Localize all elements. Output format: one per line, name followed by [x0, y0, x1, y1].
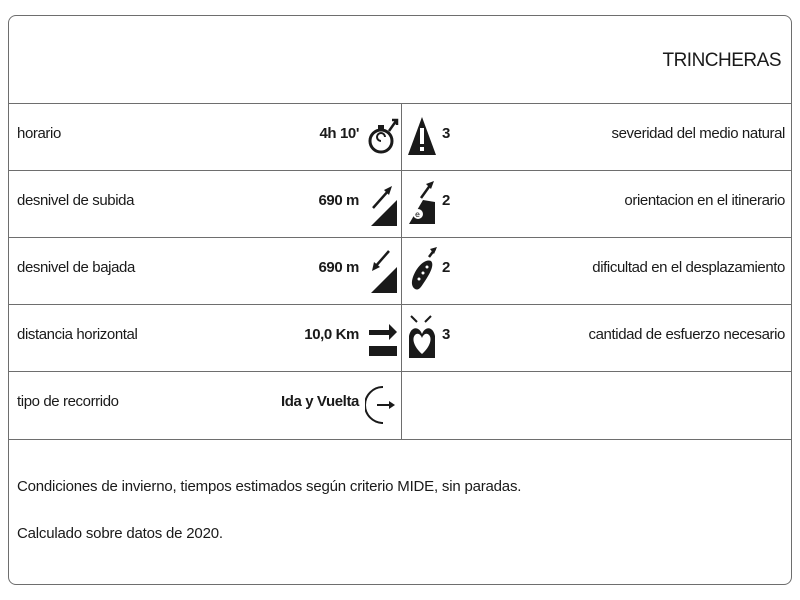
row-value: Ida y Vuelta: [280, 393, 359, 410]
rating-value: 2: [442, 192, 451, 209]
rating-value: 2: [442, 259, 451, 276]
row-label: horario: [17, 125, 61, 142]
row-label: desnivel de bajada: [17, 259, 135, 276]
svg-text:e: e: [415, 210, 420, 219]
row-horario: [9, 103, 791, 170]
row-value: 690 m: [318, 192, 359, 209]
row-value: 4h 10': [319, 125, 359, 142]
return-route-icon: [365, 379, 399, 429]
rating-label: orientacion en el itinerario: [624, 192, 785, 209]
row-desnivel-subida: [9, 170, 791, 237]
rating-label: severidad del medio natural: [611, 125, 785, 142]
rating-value: 3: [442, 326, 451, 343]
divider: [9, 439, 791, 440]
stopwatch-icon: [365, 111, 399, 161]
row-distancia: [9, 304, 791, 371]
row-value: 690 m: [318, 259, 359, 276]
descent-icon: [365, 245, 399, 295]
effort-heart-icon: [405, 312, 439, 362]
orientation-icon: [405, 178, 439, 228]
rating-value: 3: [442, 125, 451, 142]
distance-icon: [365, 312, 399, 362]
warning-triangle-icon: [405, 111, 439, 161]
row-label: desnivel de subida: [17, 192, 135, 209]
row-label: tipo de recorrido: [17, 393, 119, 410]
row-tipo-recorrido: [9, 371, 791, 438]
row-desnivel-bajada: [9, 237, 791, 304]
notes-section: [17, 478, 521, 572]
footprint-icon: [405, 245, 439, 295]
mide-info-card: [8, 15, 792, 585]
note-calculation: Calculado sobre datos de 2020.: [17, 525, 223, 542]
rating-label: dificultad en el desplazamiento: [592, 259, 785, 276]
route-title: TRINCHERAS: [662, 50, 781, 71]
row-value: 10,0 Km: [304, 326, 359, 343]
ascent-icon: [365, 178, 399, 228]
title-row: [9, 16, 791, 103]
row-label: distancia horizontal: [17, 326, 138, 343]
note-conditions: Condiciones de invierno, tiempos estimados según criterio MIDE, sin paradas.: [17, 478, 522, 495]
column-divider: [401, 103, 402, 439]
rating-label: cantidad de esfuerzo necesario: [588, 326, 785, 343]
